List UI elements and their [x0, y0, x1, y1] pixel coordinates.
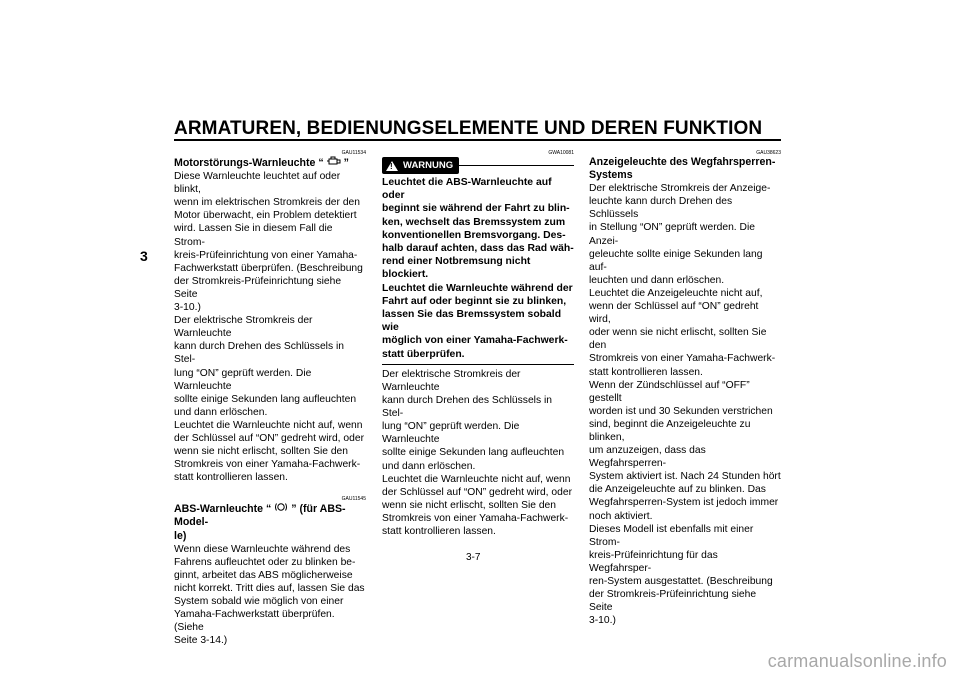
text-line: sollte einige Sekunden lang aufleuchten	[382, 447, 565, 459]
text-line: statt kontrollieren lassen.	[589, 366, 703, 378]
abs-icon	[274, 502, 288, 516]
text-line: System sobald wie möglich von einer	[174, 596, 344, 607]
text-line: Stromkreis von einer Yamaha-Fachwerk-	[382, 512, 569, 524]
section-heading-immobilizer: Anzeigeleuchte des Wegfahrsperren- Systems	[589, 156, 776, 182]
text-line: wenn der Schlüssel auf “ON” gedreht wird,	[589, 301, 759, 326]
warning-line: rend einer Notbremsung nicht blockiert.	[382, 256, 531, 281]
warning-badge: ! WARNUNG	[382, 157, 459, 174]
section-code: GAU11545	[341, 496, 366, 503]
text-line: Wenn diese Warnleuchte während des	[174, 543, 351, 555]
text-line: wenn sie nicht erlischt, sollten Sie den	[174, 446, 348, 458]
text-line: geleuchte sollte einige Sekunden lang auf-	[589, 248, 763, 273]
paragraph-engine-warning	[174, 170, 366, 484]
text-line: statt kontrollieren lassen.	[174, 472, 288, 484]
text-line: worden ist und 30 Sekunden verstrichen	[589, 405, 773, 417]
text-line: Stromkreis von einer Yamaha-Fachwerk-	[589, 353, 776, 365]
text-line: kreis-Prüfeinrichtung für das Wegfahrsper-	[589, 549, 718, 574]
text-line: nicht korrekt. Tritt dies auf, lassen Sie das	[174, 582, 365, 594]
engine-trouble-icon	[327, 156, 341, 170]
text-line: 3-10.)	[174, 302, 201, 314]
warning-line: Leuchtet die Warnleuchte während der	[382, 282, 573, 294]
watermark: carmanualsonline.info	[767, 651, 947, 671]
section-code: GAU38623	[756, 150, 781, 156]
warning-line: halb darauf achten, dass das Rad wäh-	[382, 243, 574, 255]
warning-rule	[459, 165, 574, 166]
title-rule	[174, 139, 781, 141]
warning-text	[382, 176, 574, 361]
text-line: Der elektrische Stromkreis der Warnleuchte	[382, 368, 521, 393]
text-line: der Schlüssel auf “ON” gedreht wird, oder	[382, 486, 573, 498]
text-line: wird. Lassen Sie in diesem Fall die Strom-	[174, 223, 333, 248]
text-line: Motor überwacht, ein Problem detektiert	[174, 210, 357, 222]
text-line: sollte einige Sekunden lang aufleuchten	[174, 393, 357, 405]
text-line: Leuchtet die Warnleuchte nicht auf, wenn	[174, 419, 363, 431]
text-line: Fachwerkstatt überprüfen. (Beschreibung	[174, 262, 363, 274]
text-line: System aktiviert ist. Nach 24 Stunden hört	[589, 471, 781, 483]
chapter-tab: 3	[140, 248, 148, 264]
warning-line: konventionellen Bremsvorgang. Des-	[382, 229, 566, 241]
text-line: lung “ON” geprüft werden. Die Warnleuchte	[174, 367, 312, 392]
text-line: noch aktiviert.	[589, 510, 653, 522]
text-line: leuchten und dann erlöschen.	[589, 274, 725, 286]
text-line: wenn im elektrischen Stromkreis der den	[174, 197, 360, 209]
text-line: ren-System ausgestattet. (Beschreibung	[589, 576, 773, 587]
warning-line: beginnt sie während der Fahrt zu blin-	[382, 203, 570, 215]
text-line: Leuchtet die Warnleuchte nicht auf, wenn	[382, 473, 571, 485]
text-line: wenn sie nicht erlischt, sollten Sie den	[382, 499, 556, 511]
warning-line: Fahrt auf oder beginnt sie zu blinken,	[382, 295, 567, 307]
text-line: die Anzeigeleuchte auf zu blinken. Das	[589, 484, 766, 496]
text-line: leuchte kann durch Drehen des Schlüssels	[589, 196, 733, 221]
text-line: Seite 3-14.)	[174, 635, 228, 647]
warning-line: Leuchtet die ABS-Warnleuchte auf oder	[382, 177, 552, 202]
text-line: Wegfahrsperren-System ist jedoch immer	[589, 497, 779, 509]
section-code: GWA10081	[548, 150, 574, 156]
text-line: kann durch Drehen des Schlüssels in Stel-	[382, 395, 552, 420]
column-2	[382, 150, 574, 538]
warning-line: lassen Sie das Bremssystem sobald wie	[382, 309, 562, 334]
text-line: lung “ON” geprüft werden. Die Warnleuchte	[382, 421, 520, 446]
text-line: 3-10.)	[589, 615, 616, 627]
text-line: der Stromkreis-Prüfeinrichtung siehe Seite	[174, 275, 342, 300]
warning-header	[382, 157, 574, 174]
text-line: Yamaha-Fachwerkstatt überprüfen. (Siehe	[174, 609, 335, 634]
text-line: Stromkreis von einer Yamaha-Fachwerk-	[174, 459, 361, 471]
text-line: Diese Warnleuchte leuchtet auf oder blinkt,	[174, 171, 341, 196]
text-line: der Schlüssel auf “ON” gedreht wird, oder	[174, 432, 365, 444]
text-line: oder wenn sie nicht erlischt, sollten Sie den	[589, 327, 767, 352]
text-line: Wenn der Zündschlüssel auf “OFF” gestellt	[589, 379, 750, 404]
text-line: kreis-Prüfeinrichtung von einer Yamaha-	[174, 249, 358, 261]
section-heading-abs-warning: ABS-Warnleuchte “ ” (für ABS-Model- le)	[174, 503, 346, 542]
warning-line: statt überprüfen.	[382, 348, 465, 360]
column-1	[174, 150, 366, 647]
paragraph-abs-warning	[174, 543, 366, 648]
text-line: statt kontrollieren lassen.	[382, 525, 496, 537]
warning-line: möglich von einer Yamaha-Fachwerk-	[382, 335, 568, 347]
text-line: Der elektrische Stromkreis der Anzeige-	[589, 183, 771, 195]
text-line: und dann erlöschen.	[382, 460, 476, 472]
warning-end-rule	[382, 364, 574, 365]
warning-triangle-icon: !	[386, 161, 398, 171]
warning-line: ken, wechselt das Bremssystem zum	[382, 216, 566, 228]
paragraph-abs-check	[382, 368, 574, 538]
text-line: Dieses Modell ist ebenfalls mit einer Strom-	[589, 523, 754, 548]
text-line: der Stromkreis-Prüfeinrichtung siehe Seite	[589, 589, 757, 614]
column-3	[589, 150, 781, 627]
page-title: ARMATUREN, BEDIENUNGSELEMENTE UND DEREN FUNKTION	[174, 118, 763, 139]
text-line: und dann erlöschen.	[174, 406, 268, 418]
text-line: um anzuzeigen, dass das Wegfahrsperren-	[589, 445, 706, 470]
text-line: Leuchtet die Anzeigeleuchte nicht auf,	[589, 287, 763, 299]
text-line: Der elektrische Stromkreis der Warnleuchte	[174, 315, 313, 340]
text-line: ginnt, arbeitet das ABS möglicherweise	[174, 569, 353, 581]
text-line: kann durch Drehen des Schlüssels in Stel-	[174, 341, 344, 366]
page-number: 3-7	[466, 552, 481, 563]
text-line: Fahrens aufleuchtet oder zu blinken be-	[174, 556, 356, 568]
section-heading-engine-warning: Motorstörungs-Warnleuchte “ ”	[174, 157, 349, 169]
text-line: in Stellung “ON” geprüft werden. Die Anzei-	[589, 222, 755, 247]
section-code: GAU11534	[341, 150, 366, 156]
paragraph-immobilizer	[589, 182, 781, 627]
text-line: sind, beginnt die Anzeigeleuchte zu blinken,	[589, 418, 751, 443]
